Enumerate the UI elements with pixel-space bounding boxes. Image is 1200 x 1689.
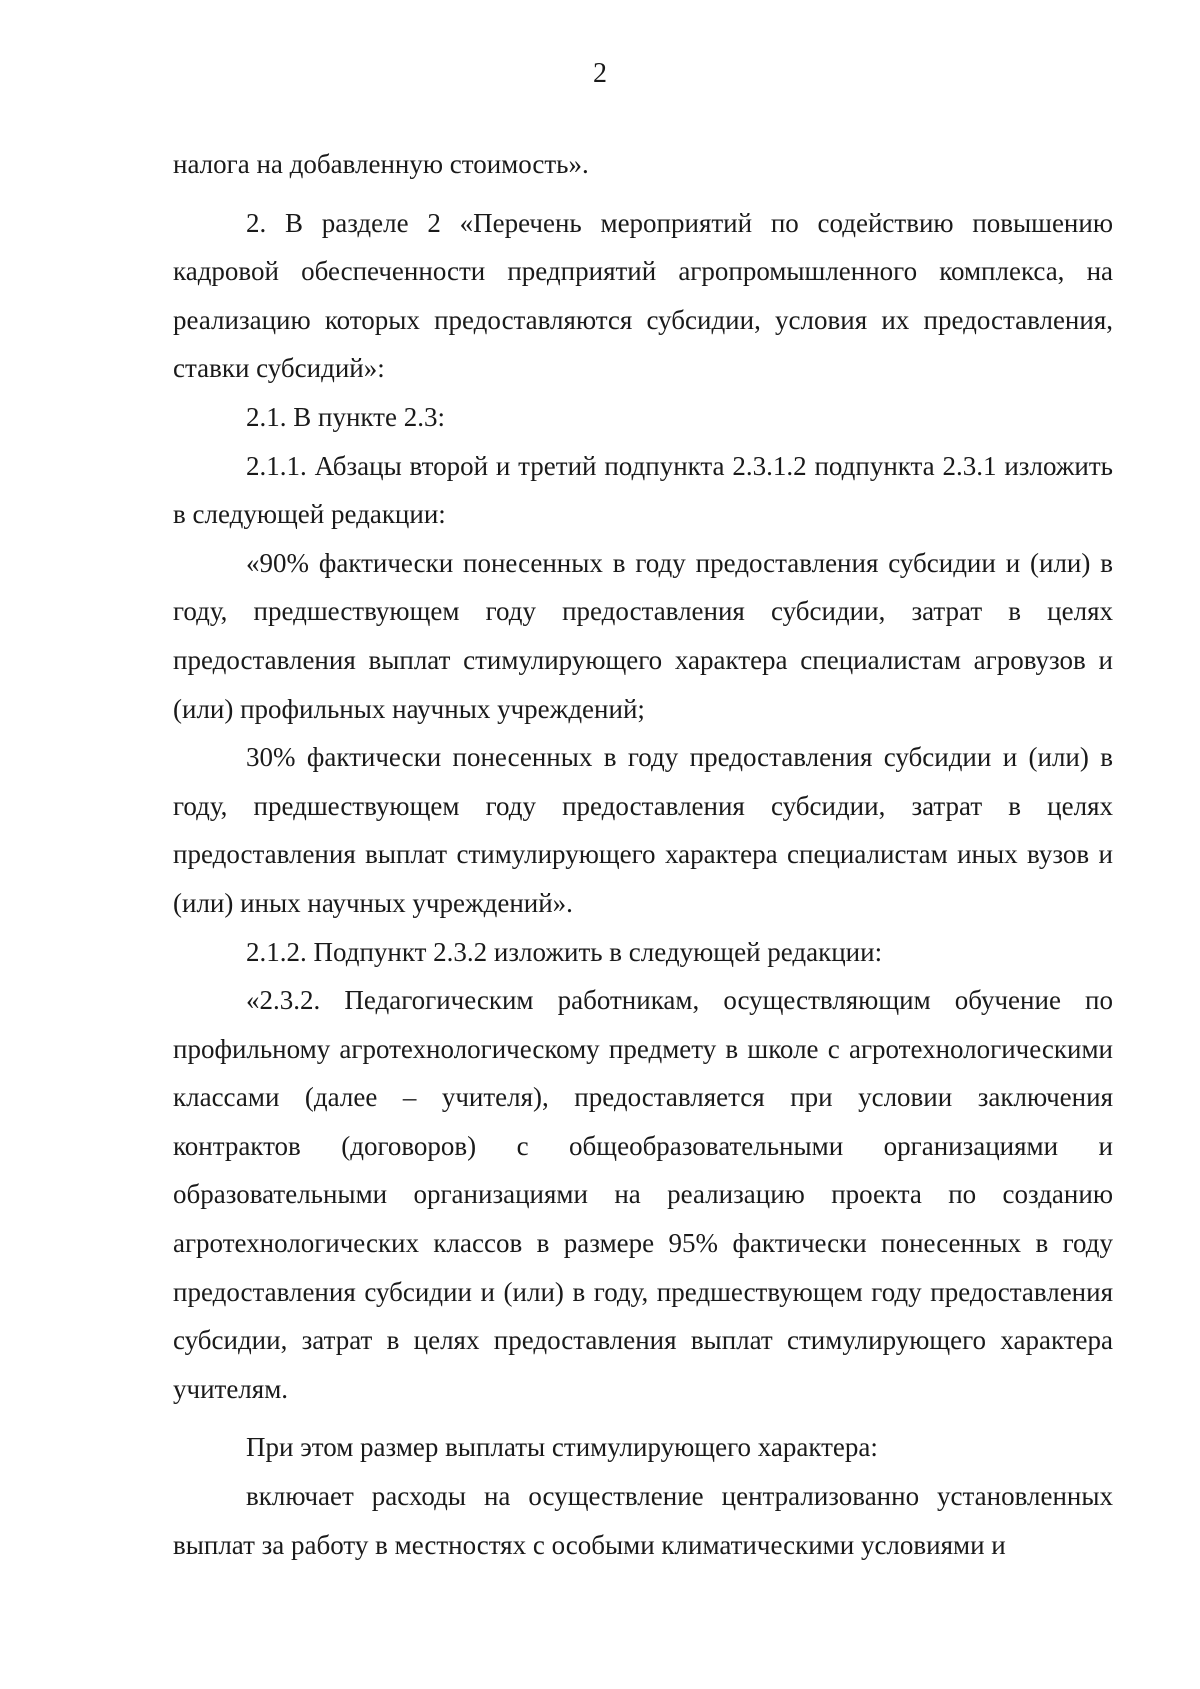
paragraph-item-2-1: 2.1. В пункте 2.3:	[246, 401, 445, 432]
paragraph-item-2-1-2: 2.1.2. Подпункт 2.3.2 изложить в следующей редакции:	[246, 936, 883, 967]
document-body	[173, 140, 1113, 1569]
paragraph-payment-size: При этом размер выплаты стимулирующего характера:	[246, 1432, 878, 1463]
paragraph-includes-expenses: включает расходы на осуществление централизованно установленных выплат за работу в местностях с особыми климатическими условиями и	[173, 1481, 1113, 1560]
paragraph-section-2: 2. В разделе 2 «Перечень мероприятий по содействию повышению кадровой обеспеченности предприятий агропромышленного комплекса, на реализацию которых предоставляются субсидии, условия их предоставления, ставки субсидий»:	[173, 207, 1113, 384]
page-number: 2	[593, 58, 607, 89]
paragraph-quote-2-3-2: «2.3.2. Педагогическим работникам, осуществляющим обучение по профильному агротехнологическому предмету в школе с агротехнологическими классами (далее – учителя), предоставляется при условии заключения контрактов (договоров) с общеобразовательными организациями и образовательными организациями на реализацию проекта по созданию агротехнологических классов в размере 95% фактически понесенных в году предоставления субсидии и (или) в году, предшествующем году предоставления субсидии, затрат в целях предоставления выплат стимулирующего характера учителям.	[173, 985, 1113, 1404]
paragraph-continuation: налога на добавленную стоимость».	[173, 149, 589, 179]
paragraph-item-2-1-1: 2.1.1. Абзацы второй и третий подпункта 2.3.1.2 подпункта 2.3.1 изложить в следующей редакции:	[173, 450, 1113, 530]
paragraph-quote-90-percent: «90% фактически понесенных в году предоставления субсидии и (или) в году, предшествующем году предоставления субсидии, затрат в целях предоставления выплат стимулирующего характера специалистам агровузов и (или) профильных научных учреждений;	[173, 547, 1113, 724]
paragraph-30-percent: 30% фактически понесенных в году предоставления субсидии и (или) в году, предшествующем году предоставления субсидии, затрат в целях предоставления выплат стимулирующего характера специалистам иных вузов и (или) иных научных учреждений».	[173, 742, 1113, 918]
